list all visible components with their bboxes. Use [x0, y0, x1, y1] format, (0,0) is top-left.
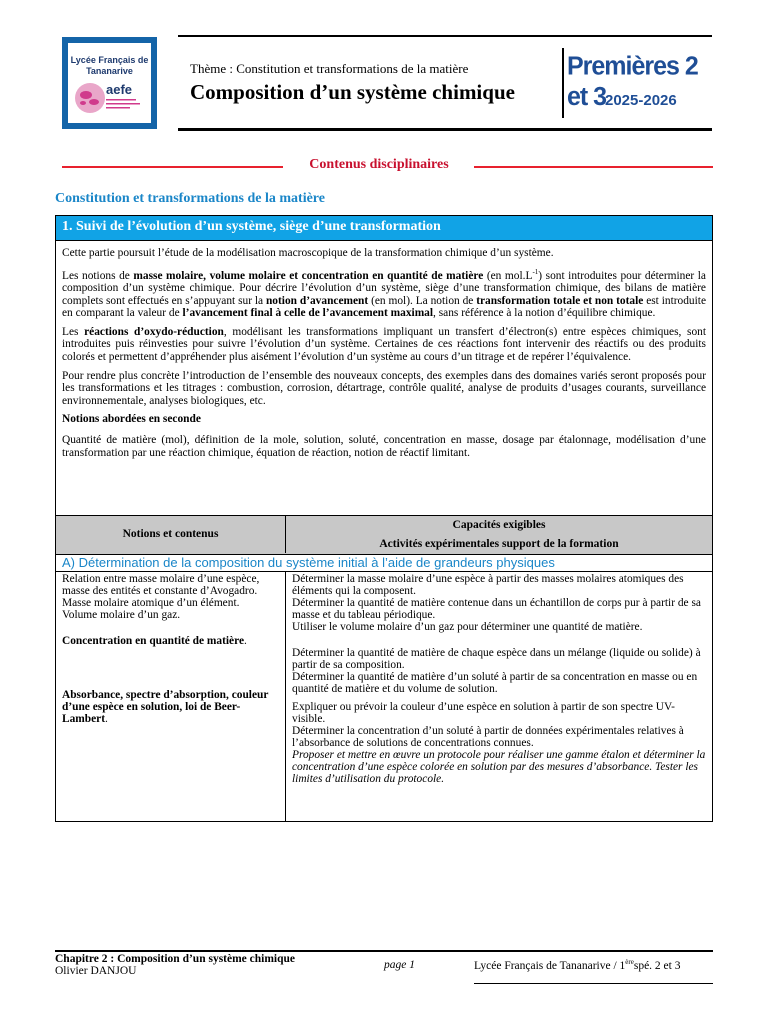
subsection-title: A) Détermination de la composition du système initial à l’aide de grandeurs physiques — [62, 555, 555, 570]
notions-column — [62, 573, 280, 725]
text: Lycée Français de Tananarive / 1 — [474, 959, 626, 972]
header-bottom-rule — [178, 128, 712, 131]
text: spé. 2 et 3 — [633, 959, 681, 972]
section-title: 1. Suivi de l’évolution d’un système, siège d’une transformation — [62, 219, 441, 234]
prior-notions-text: Quantité de matière (mol), définition de la mole, solution, soluté, concentration en masse, dosage par étalonnage, modélisation d’une transformation par une réaction chimique, équation de réaction, notion de réactif limitant. — [62, 433, 706, 459]
bold-text: Notions abordées en seconde — [62, 413, 201, 426]
capacity-item: Déterminer la masse molaire d’une espèce à partir des masses molaires atomiques des éléments qui la composent. — [292, 573, 684, 597]
notion-item — [62, 689, 280, 725]
footer-chapter: Chapitre 2 : Composition d’un système chimique — [55, 953, 296, 965]
footer-page-number: page 1 — [384, 959, 415, 971]
theme-line: Thème : Constitution et transformations de la matière — [190, 61, 469, 76]
grid-header-left: Notions et contenus — [122, 528, 219, 540]
text: est introduite en comparant la valeur de — [62, 294, 707, 320]
bold-text: Concentration en quantité de matière — [62, 635, 245, 647]
intro-paragraph-4: Pour rendre plus concrète l’introduction de l’ensemble des nouveaux concepts, des exemples dans des domaines variés seront proposés pour les transformations et les titrages : combustion, corrosion, détartrage, contrôle qualité, analyse de produits d’usages courants, surveillance environnementale, analyses biologiques, etc. — [62, 369, 706, 407]
subject-title: Constitution et transformations de la matière — [55, 191, 325, 206]
bold-text: notion d’avancement — [265, 294, 369, 307]
capacity-item: Déterminer la concentration d’un soluté à partir de données expérimentales relatives à l’absorbance de solutions de concentrations connues. — [292, 725, 684, 749]
column-separator — [285, 571, 286, 821]
text: . — [244, 635, 247, 647]
superscript: ère — [625, 958, 634, 966]
text: (en mol.L — [483, 269, 533, 282]
text: ) sont introduites pour déterminer la composition d’un système chimique. Pour décrire l’évolution d’un système, siège d’une transformation chimique, des bilans de matière complets sont effectués en s’appuyant sur la — [62, 269, 706, 307]
text: , modélisant les transformations impliquant un transfert d’électron(s) entre espèces chimiques, sont introduites puis réinvesties pour suivre l’évolution d’un système. Certaines de ces réactions font intervenir des réactifs ou des produits colorés et permettent d’appréhender plus aisément l’évolution d’un système au cours d’un titrage et de repérer l’équivalence. — [62, 325, 707, 363]
superscript: -1 — [532, 267, 539, 276]
header-top-rule — [178, 35, 712, 37]
capacity-item: Expliquer ou prévoir la couleur d’une espèce en solution à partir de son spectre UV-visible. — [292, 701, 675, 725]
page-title: Composition d’un système chimique — [190, 80, 515, 104]
text: , sans référence à la notion d’équilibre chimique. — [433, 307, 656, 320]
logo-school-name: Lycée Français de Tananarive — [70, 55, 149, 76]
notion-item — [62, 635, 280, 647]
heading-rule-left — [62, 166, 283, 168]
logo-brand: aefe — [106, 82, 133, 97]
notion-item: Relation entre masse molaire d’une espèce, masse des entités et constante d’Avogadro. — [62, 573, 260, 597]
logo-tagline-decoration — [106, 98, 146, 111]
notion-item: Volume molaire d’un gaz. — [62, 609, 181, 621]
capacity-item: Déterminer la quantité de matière d’un soluté à partir de sa concentration en masse ou en quantité de matière et du volume de solution. — [292, 671, 698, 695]
bold-text: masse molaire, volume molaire et concentration en quantité de matière — [133, 269, 484, 282]
class-name: Premières 2 et 3 — [567, 51, 698, 112]
intro-paragraph-2 — [62, 266, 706, 320]
subsection-rule — [56, 571, 712, 572]
capacities-column — [292, 573, 706, 785]
intro-paragraph-1: Cette partie poursuit l’étude de la modélisation macroscopique de la transformation chimique d’un système. — [62, 247, 554, 259]
footer-rule — [55, 950, 713, 952]
capacity-item: Déterminer la quantité de matière de chaque espèce dans un mélange (liquide ou solide) à partir de sa composition. — [292, 647, 701, 671]
experimental-activity: Proposer et mettre en œuvre un protocole pour réaliser une gamme étalon et déterminer la concentration d’une espèce colorée en solution par des mesures d’absorbance. Tester les limites d’utilisation du protocole. — [292, 749, 706, 785]
bold-text: réactions d’oxydo-réduction — [84, 325, 224, 338]
grid-header-right-line-2: Activités expérimentales support de la formation — [379, 538, 619, 550]
footer-bottom-rule — [474, 983, 713, 984]
notion-item: Masse molaire atomique d’un élément. — [62, 597, 240, 609]
text: (en mol). La notion de — [368, 294, 477, 307]
prior-notions-title — [62, 413, 706, 426]
school-year: 2025-2026 — [605, 92, 677, 109]
section-intro — [62, 247, 706, 465]
logo-inner — [68, 43, 151, 123]
capacity-item: Déterminer la quantité de matière contenue dans un échantillon de corps pur à partir de sa masse et du tableau périodique. — [292, 597, 701, 621]
footer-author: Olivier DANJOU — [55, 965, 137, 977]
intro-paragraph-3 — [62, 326, 706, 364]
heading-rule-right — [474, 166, 713, 168]
section-heading: Contenus disciplinaires — [309, 157, 449, 172]
capacity-item: Utiliser le volume molaire d’un gaz pour déterminer une quantité de matière. — [292, 621, 643, 633]
footer-school — [474, 958, 680, 972]
text: . — [105, 713, 108, 725]
bold-text: Absorbance, spectre d’absorption, couleur d’une espèce en solution, loi de Beer-Lambert — [62, 689, 269, 725]
bold-text: transformation totale et non totale — [476, 294, 644, 307]
tagline-lines-icon — [106, 98, 142, 110]
school-logo — [62, 37, 157, 129]
bold-text: l’avancement final à celle de l’avancement maximal — [182, 307, 434, 320]
text: Les — [62, 325, 85, 338]
text: Les notions de — [62, 269, 134, 282]
grid-header-right-line-1: Capacités exigibles — [452, 519, 546, 531]
